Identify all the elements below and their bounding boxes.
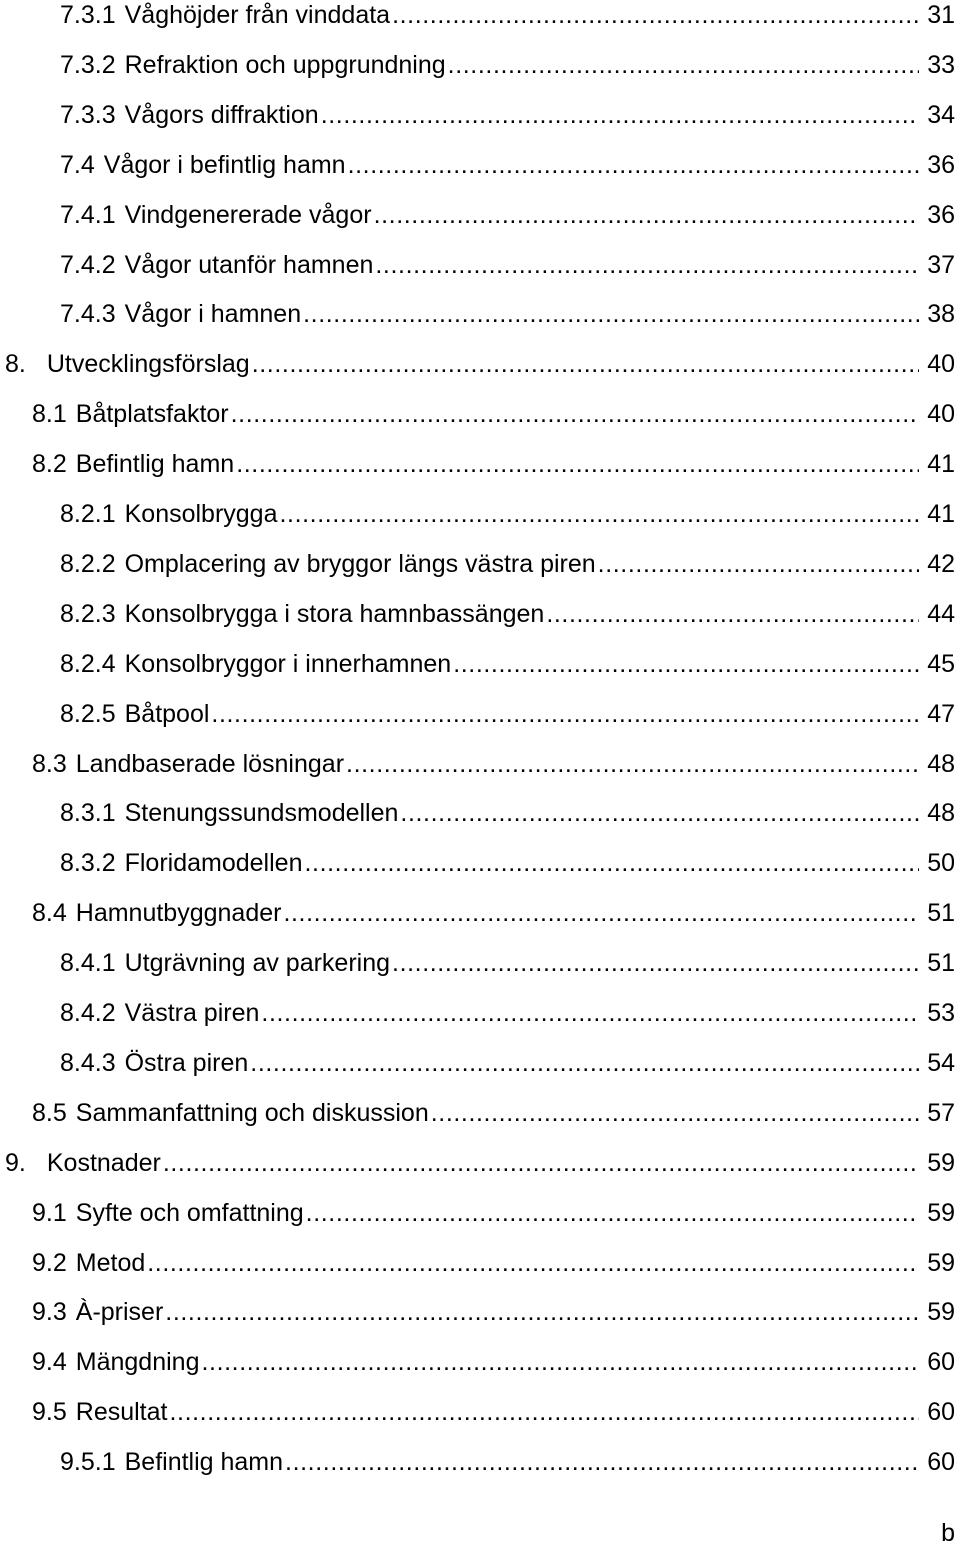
toc-entry-page: 59	[927, 1298, 955, 1327]
toc-entry[interactable]	[60, 195, 955, 235]
toc-dot-leader	[261, 993, 919, 1033]
toc-entry-title: Västra piren	[124, 999, 260, 1027]
toc-dot-leader	[306, 1193, 919, 1233]
toc-dot-leader	[374, 195, 919, 235]
toc-dot-leader	[448, 45, 919, 85]
toc-entry[interactable]	[60, 544, 955, 584]
toc-entry-page: 57	[927, 1098, 955, 1127]
toc-dot-leader	[250, 1043, 919, 1083]
toc-entry[interactable]	[32, 744, 955, 784]
toc-entry-number: 8.3.1	[60, 799, 116, 828]
toc-entry-title: Våghöjder från vinddata	[124, 1, 391, 29]
toc-entry-page: 48	[927, 799, 955, 828]
toc-dot-leader	[321, 95, 919, 135]
toc-entry-number: 7.3.3	[60, 100, 116, 129]
toc-dot-leader	[236, 444, 919, 484]
toc-dot-leader	[169, 1392, 919, 1432]
toc-entry-title: Mängdning	[75, 1348, 200, 1377]
toc-entry-number: 7.4.3	[60, 300, 116, 329]
toc-entry-number: 7.3.2	[60, 50, 116, 79]
toc-entry-title: Utvecklingsförslag	[46, 350, 250, 379]
toc-entry-number: 8.1	[32, 400, 67, 429]
toc-entry-page: 33	[927, 50, 955, 79]
toc-entry-number: 7.4.2	[60, 250, 116, 279]
toc-entry-number: 9.5.1	[60, 1448, 116, 1477]
toc-entry-number: 8.4.1	[60, 949, 116, 978]
toc-entry-title: Metod	[75, 1248, 146, 1277]
toc-entry-title: Floridamodellen	[124, 849, 303, 878]
toc-entry-number: 8.5	[32, 1098, 67, 1127]
toc-dot-leader	[392, 0, 919, 35]
toc-entry-page: 36	[927, 200, 955, 229]
toc-dot-leader	[304, 843, 919, 883]
toc-entry[interactable]	[60, 594, 955, 634]
toc-entry-title: Konsolbrygga	[124, 500, 278, 528]
toc-entry-page: 31	[927, 1, 955, 29]
toc-entry-page: 47	[927, 699, 955, 728]
toc-entry-number: 7.3.1	[60, 1, 116, 29]
toc-entry-title: Befintlig hamn	[75, 450, 235, 479]
toc-dot-leader	[280, 494, 920, 534]
toc-entry-title: Sammanfattning och diskussion	[75, 1098, 429, 1127]
toc-entry[interactable]	[32, 394, 955, 434]
toc-entry-number: 9.5	[32, 1398, 67, 1427]
toc-entry-title: Befintlig hamn	[124, 1448, 284, 1477]
toc-entry[interactable]	[5, 344, 955, 384]
toc-entry-number: 8.4.3	[60, 1048, 116, 1077]
toc-entry-number: 8.2.5	[60, 699, 116, 728]
toc-entry-title: Vindgenererade vågor	[124, 200, 372, 229]
toc-entry-page: 41	[927, 500, 955, 528]
toc-entry[interactable]	[32, 1243, 955, 1283]
toc-entry-page: 40	[927, 350, 955, 379]
toc-entry-title: Vågor i hamnen	[124, 300, 302, 329]
toc-entry-number: 8.2	[32, 450, 67, 479]
toc-entry[interactable]	[60, 993, 955, 1033]
toc-dot-leader	[348, 145, 919, 185]
toc-entry-page: 59	[927, 1248, 955, 1277]
toc-entry-page: 45	[927, 649, 955, 678]
toc-entry-title: À-priser	[75, 1298, 164, 1327]
toc-entry-page: 51	[927, 949, 955, 978]
toc-entry[interactable]	[60, 1442, 955, 1482]
toc-entry[interactable]	[32, 1292, 955, 1332]
toc-entry-number: 7.4.1	[60, 200, 116, 229]
toc-entry-page: 40	[927, 400, 955, 429]
toc-entry-number: 8.2.2	[60, 549, 116, 578]
toc-dot-leader	[147, 1243, 919, 1283]
toc-entry[interactable]	[60, 0, 955, 35]
toc-entry[interactable]	[32, 444, 955, 484]
toc-entry-page: 36	[927, 150, 955, 179]
toc-entry-number: 8.2.3	[60, 599, 116, 628]
toc-entry-title: Vågor utanför hamnen	[124, 250, 374, 279]
toc-entry-page: 60	[927, 1348, 955, 1377]
toc-entry-title: Östra piren	[124, 1048, 249, 1077]
toc-entry-title: Vågors diffraktion	[124, 100, 319, 129]
toc-dot-leader	[165, 1292, 919, 1332]
toc-entry[interactable]	[60, 294, 955, 334]
page-number-footer: b	[941, 1519, 955, 1547]
toc-entry[interactable]	[60, 793, 955, 833]
toc-entry-title: Syfte och omfattning	[75, 1198, 304, 1227]
toc-entry-title: Hamnutbyggnader	[75, 899, 282, 928]
toc-dot-leader	[346, 744, 919, 784]
toc-entry-number: 8.	[5, 350, 26, 379]
toc-dot-leader	[231, 394, 919, 434]
toc-dot-leader	[163, 1143, 919, 1183]
toc-entry[interactable]	[32, 1193, 955, 1233]
toc-entry-page: 41	[927, 450, 955, 479]
toc-entry-number: 7.4	[60, 150, 95, 179]
toc-entry-number: 8.4	[32, 899, 67, 928]
toc-entry-title: Utgrävning av parkering	[124, 949, 391, 978]
toc-dot-leader	[400, 793, 919, 833]
toc-entry[interactable]	[60, 494, 955, 534]
toc-entry-title: Stenungssundsmodellen	[124, 799, 399, 828]
toc-entry-page: 60	[927, 1448, 955, 1477]
toc-entry-page: 37	[927, 250, 955, 279]
toc-entry-title: Vågor i befintlig hamn	[103, 150, 346, 179]
toc-entry[interactable]	[60, 145, 955, 185]
toc-entry[interactable]	[60, 45, 955, 85]
toc-dot-leader	[546, 594, 919, 634]
toc-entry-page: 60	[927, 1398, 955, 1427]
toc-entry-number: 8.4.2	[60, 999, 116, 1027]
toc-entry-number: 8.2.1	[60, 500, 116, 528]
toc-dot-leader	[283, 893, 919, 933]
toc-entry-page: 42	[927, 549, 955, 578]
toc-entry-title: Refraktion och uppgrundning	[124, 50, 446, 79]
toc-entry[interactable]	[60, 843, 955, 883]
toc-entry[interactable]	[60, 644, 955, 684]
toc-entry-page: 59	[927, 1198, 955, 1227]
toc-entry-title: Båtplatsfaktor	[75, 400, 229, 429]
toc-dot-leader	[431, 1093, 919, 1133]
toc-dot-leader	[453, 644, 919, 684]
toc-entry[interactable]	[5, 1143, 955, 1183]
toc-entry-page: 51	[927, 899, 955, 928]
toc-entry[interactable]	[32, 1392, 955, 1432]
toc-entry-page: 53	[927, 999, 955, 1027]
toc-dot-leader	[303, 294, 919, 334]
toc-entry-number: 8.3	[32, 749, 67, 778]
toc-dot-leader	[285, 1442, 919, 1482]
toc-entry[interactable]	[32, 1093, 955, 1133]
toc-entry-title: Konsolbrygga i stora hamnbassängen	[124, 599, 545, 628]
toc-entry-title: Kostnader	[46, 1148, 161, 1177]
toc-entry[interactable]	[32, 1342, 955, 1382]
toc-entry-title: Landbaserade lösningar	[75, 749, 345, 778]
toc-entry[interactable]	[60, 1043, 955, 1083]
toc-entry-page: 38	[927, 300, 955, 329]
toc-entry-number: 8.2.4	[60, 649, 116, 678]
toc-entry-number: 9.4	[32, 1348, 67, 1377]
toc-entry-title: Resultat	[75, 1398, 168, 1427]
toc-entry-number: 8.3.2	[60, 849, 116, 878]
toc-entry-page: 44	[927, 599, 955, 628]
toc-entry-title: Omplacering av bryggor längs västra piren	[124, 549, 596, 578]
toc-dot-leader	[392, 943, 919, 983]
toc-entry[interactable]	[60, 245, 955, 285]
toc-entry[interactable]	[60, 95, 955, 135]
toc-entry[interactable]	[60, 694, 955, 734]
toc-dot-leader	[201, 1342, 919, 1382]
toc-entry-page: 34	[927, 100, 955, 129]
toc-dot-leader	[252, 344, 919, 384]
toc-entry-page: 50	[927, 849, 955, 878]
toc-entry[interactable]	[32, 893, 955, 933]
toc-entry-title: Konsolbryggor i innerhamnen	[124, 649, 452, 678]
toc-entry-number: 9.2	[32, 1248, 67, 1277]
toc-entry-title: Båtpool	[124, 699, 210, 728]
toc-entry-number: 9.	[5, 1148, 26, 1177]
toc-dot-leader	[211, 694, 919, 734]
toc-entry-number: 9.1	[32, 1198, 67, 1227]
toc-entry-page: 59	[927, 1148, 955, 1177]
toc-entry-number: 9.3	[32, 1298, 67, 1327]
toc-dot-leader	[598, 544, 919, 584]
toc-entry[interactable]	[60, 943, 955, 983]
toc-entry-page: 54	[927, 1048, 955, 1077]
toc-entry-page: 48	[927, 749, 955, 778]
toc-dot-leader	[375, 245, 919, 285]
